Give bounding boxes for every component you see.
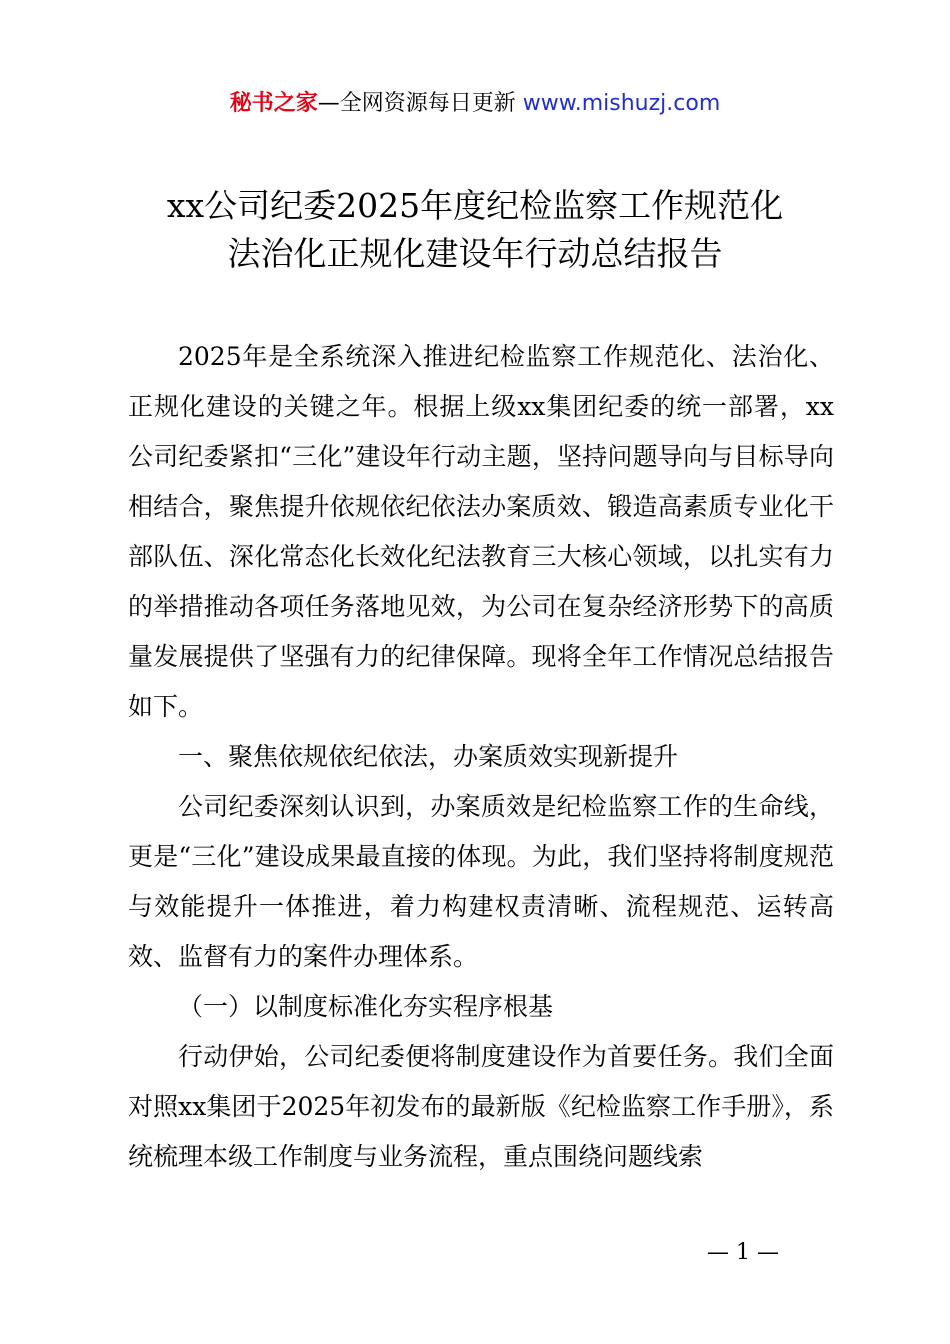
subsection-1-heading: （一）以制度标准化夯实程序根基: [178, 992, 554, 1021]
title-line-1: xx公司纪委2025年度纪检监察工作规范化: [166, 186, 784, 225]
site-header: [0, 88, 950, 120]
page-number: — 1 —: [707, 1240, 779, 1265]
document-body: [128, 332, 834, 1182]
section-1-paragraph: 公司纪委深刻认识到，办案质效是纪检监察工作的生命线，更是“三化”建设成果最直接的体现。为此，我们坚持将制度规范与效能提升一体推进，着力构建权责清晰、流程规范、运转高效、监督有力的案件办理体系。: [128, 792, 834, 971]
subsection-1-paragraph: 行动伊始，公司纪委便将制度建设作为首要任务。我们全面对照xx集团于2025年初发布的最新版《纪检监察工作手册》，系统梳理本级工作制度与业务流程，重点围绕问题线索: [128, 1042, 834, 1171]
intro-paragraph: 2025年是全系统深入推进纪检监察工作规范化、法治化、正规化建设的关键之年。根据上级xx集团纪委的统一部署，xx公司纪委紧扣“三化”建设年行动主题，坚持问题导向与目标导向相结合，聚焦提升依规依纪依法办案质效、锻造高素质专业化干部队伍、深化常态化长效化纪法教育三大核心领域，以扎实有力的举措推动各项任务落地见效，为公司在复杂经济形势下的高质量发展提供了坚强有力的纪律保障。现将全年工作情况总结报告如下。: [128, 342, 834, 721]
header-site-url[interactable]: www.mishuzj.com: [522, 91, 721, 116]
section-1-heading: 一、聚焦依规依纪依法，办案质效实现新提升: [178, 742, 679, 771]
document-title: [0, 182, 950, 278]
title-line-2: 法治化正规化建设年行动总结报告: [227, 234, 723, 273]
header-tagline: —全网资源每日更新: [317, 91, 523, 116]
header-brand: 秘书之家: [229, 91, 318, 116]
